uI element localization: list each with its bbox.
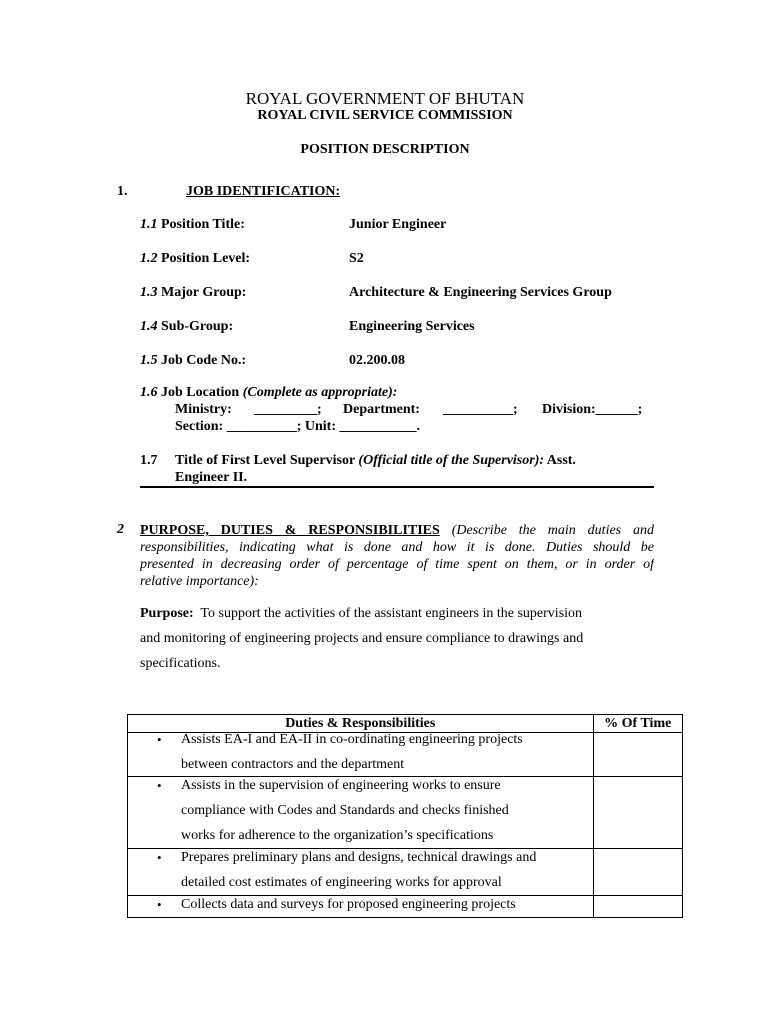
purpose-line: To support the activities of the assistant engineers in the supervision — [200, 606, 583, 621]
bullet-icon: • — [157, 732, 162, 747]
duty-cell: • Prepares preliminary plans and designs, technical drawings and detailed cost estimates of engineering works for approval — [128, 849, 594, 896]
supervisor-value: Engineer II. — [175, 470, 248, 485]
field-major-group-value: Architecture & Engineering Services Group — [349, 285, 612, 300]
ministry-blank[interactable]: _________; — [254, 402, 322, 417]
purpose-label: Purpose: — [140, 606, 194, 621]
document-title: POSITION DESCRIPTION — [300, 142, 470, 157]
field-sub-group-label: 1.4 Sub-Group: — [140, 319, 234, 334]
percent-cell[interactable] — [593, 896, 683, 918]
purpose-paragraph — [140, 601, 660, 676]
duties-table — [127, 714, 683, 918]
government-title: ROYAL GOVERNMENT OF BHUTAN — [245, 89, 525, 108]
bullet-icon: • — [157, 850, 162, 865]
field-job-code-value: 02.200.08 — [349, 353, 405, 368]
supervisor-label: Title of First Level Supervisor (Official title of the Supervisor): Asst. — [175, 453, 576, 468]
field-position-title-value: Junior Engineer — [349, 217, 447, 232]
field-job-code-label: 1.5 Job Code No.: — [140, 353, 247, 368]
field-position-title-label: 1.1 Position Title: — [140, 217, 245, 232]
table-row — [128, 896, 683, 918]
section2-instruction-line: presented in decreasing order of percentage of time spent on them, or in order of — [140, 557, 654, 572]
section1-heading: JOB IDENTIFICATION: — [186, 184, 341, 199]
section2-intro — [140, 522, 654, 590]
job-location-label: 1.6 Job Location (Complete as appropriate): — [140, 385, 398, 400]
field-sub-group-value: Engineering Services — [349, 319, 475, 334]
column-header-percent-time: % Of Time — [593, 715, 683, 733]
table-row — [128, 849, 683, 896]
column-header-duties: Duties & Responsibilities — [128, 715, 594, 733]
section-unit-fields[interactable]: Section: __________; Unit: ___________. — [175, 419, 420, 434]
duty-cell: • Assists in the supervision of engineering works to ensure compliance with Codes and Standards and checks finished works for adherence to the organization’s specifications — [128, 777, 594, 849]
duty-cell: • Collects data and surveys for proposed engineering projects — [128, 896, 594, 918]
purpose-line: specifications. — [140, 656, 221, 671]
department-label: Department: — [343, 402, 420, 417]
section2-instruction-line: relative importance): — [140, 574, 259, 589]
field-major-group-label: 1.3 Major Group: — [140, 285, 247, 300]
table-row — [128, 777, 683, 849]
section2-instruction-line: (Describe the main duties and — [451, 523, 654, 538]
field-position-level-value: S2 — [349, 251, 364, 266]
ministry-label: Ministry: — [175, 402, 232, 417]
section1-number: 1. — [117, 184, 128, 199]
percent-cell[interactable] — [593, 777, 683, 849]
duty-cell: • Assists EA-I and EA-II in co-ordinating engineering projects between contractors and the department — [128, 733, 594, 777]
table-row — [128, 733, 683, 777]
field-position-level-label: 1.2 Position Level: — [140, 251, 251, 266]
bullet-icon: • — [157, 897, 162, 912]
section2-instruction-line: responsibilities, indicating what is done and how it is done. Duties should be — [140, 540, 654, 555]
percent-cell[interactable] — [593, 849, 683, 896]
commission-title: ROYAL CIVIL SERVICE COMMISSION — [257, 108, 513, 123]
percent-cell[interactable] — [593, 733, 683, 777]
division-field[interactable]: Division:______; — [542, 402, 643, 417]
section2-number: 2 — [117, 522, 124, 537]
section2-heading: PURPOSE, DUTIES & RESPONSIBILITIES — [140, 523, 440, 538]
bullet-icon: • — [157, 778, 162, 793]
purpose-line: and monitoring of engineering projects and ensure compliance to drawings and — [140, 631, 584, 646]
section-divider — [140, 486, 654, 488]
department-blank[interactable]: __________; — [443, 402, 518, 417]
supervisor-number: 1.7 — [140, 453, 158, 468]
